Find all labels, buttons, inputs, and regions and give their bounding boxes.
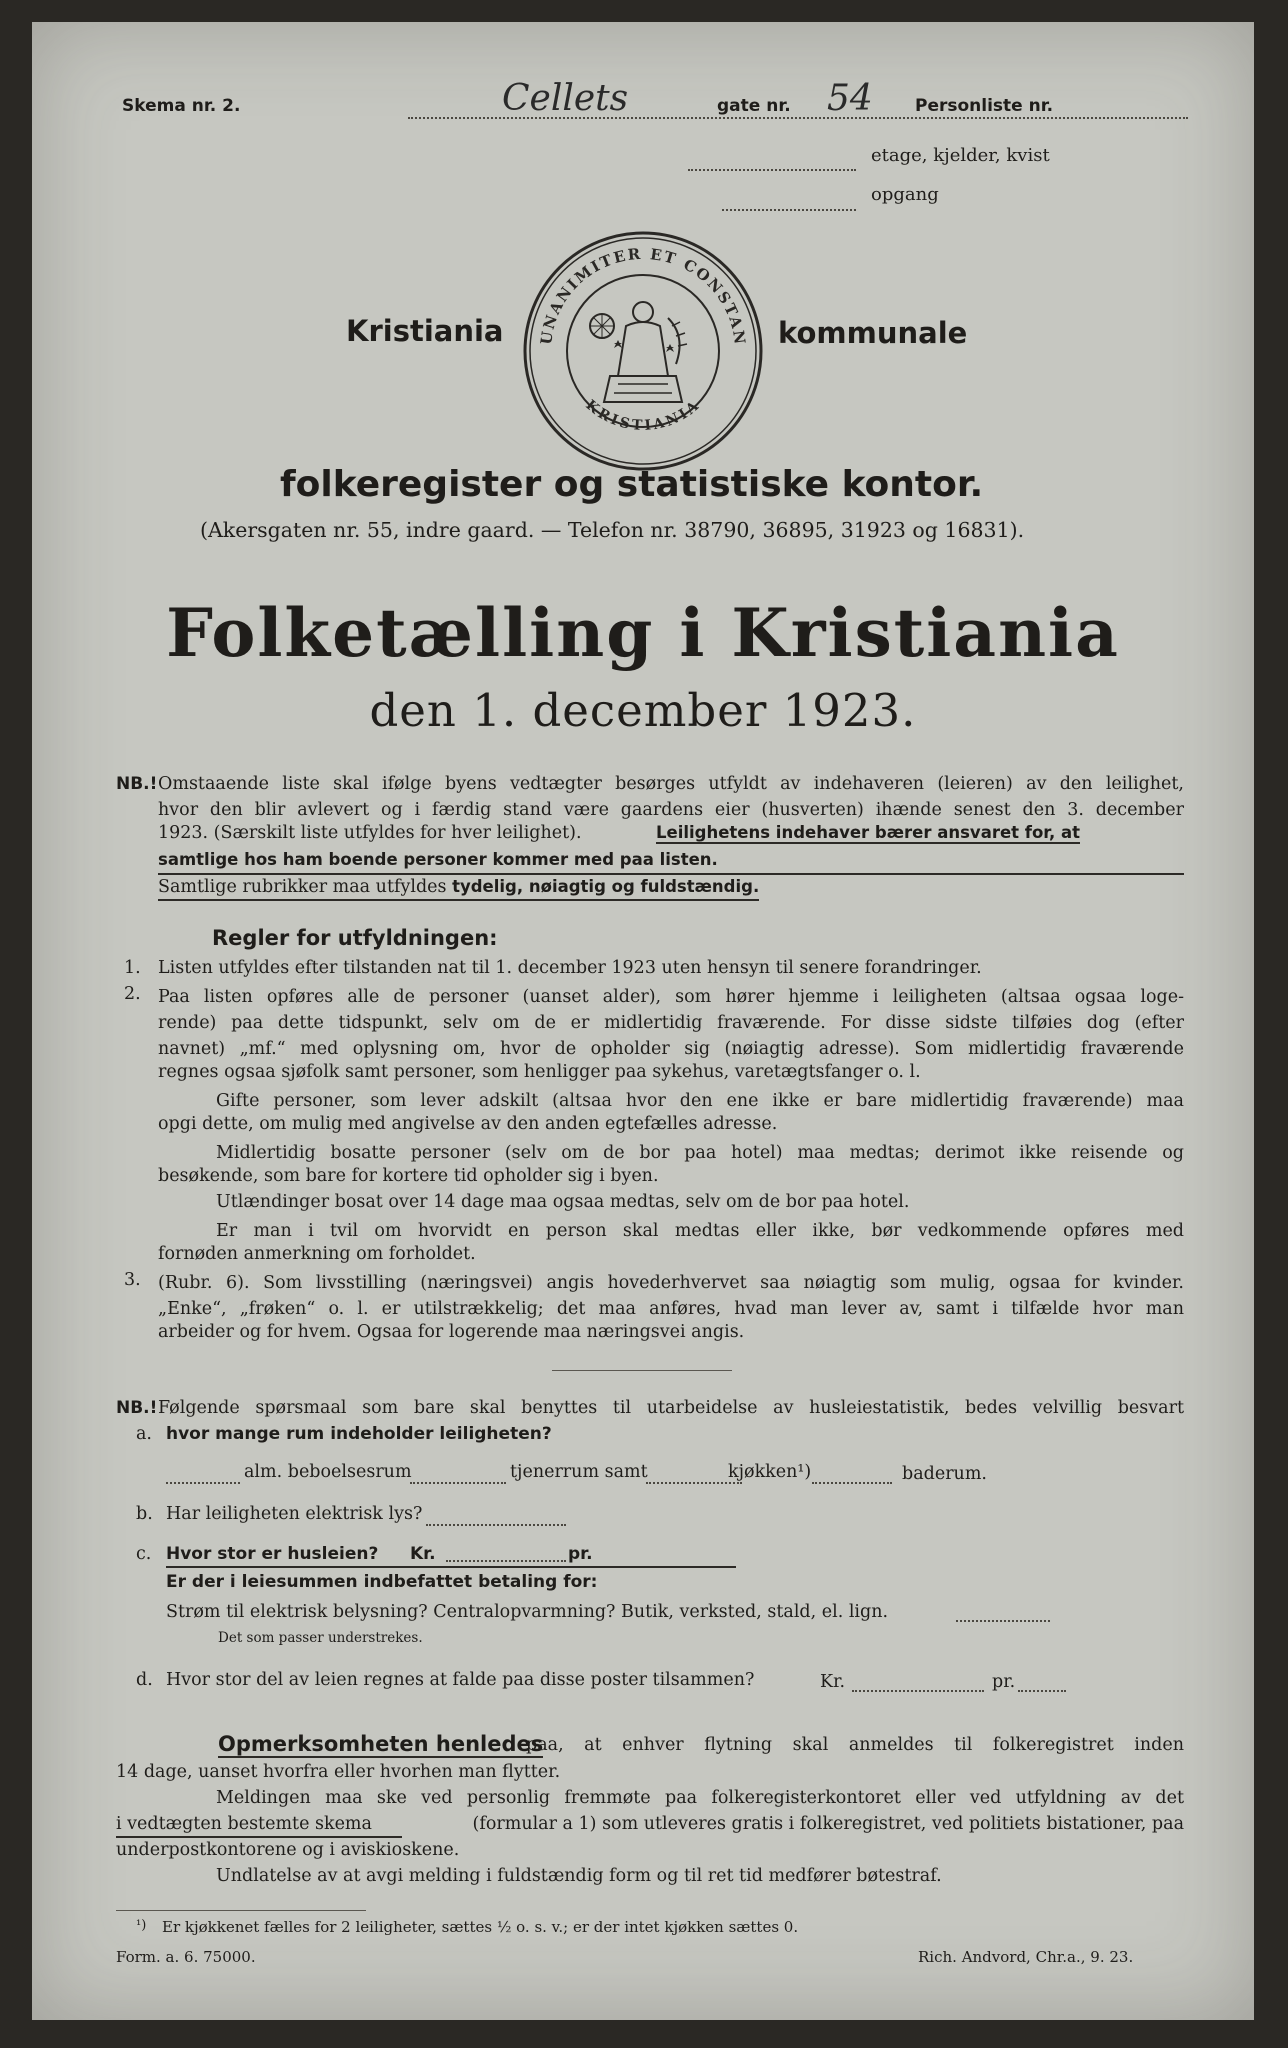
rule3-line3: arbeider og for hvem. Ogsaa for logerende maa næringsvei angis. [158, 1322, 745, 1342]
svg-text:UNANIMITER ET CONSTANTER [518, 226, 749, 347]
q-c-note: Det som passer understrekes. [218, 1630, 423, 1646]
footnote-text: Er kjøkkenet fælles for 2 leiligheter, sættes ½ o. s. v.; er der intet kjøkken sættes 0. [162, 1918, 799, 1936]
nb1-line1: Omstaaende liste skal ifølge byens vedtægter besørges utfyldt av indehaveren (leieren) av den leilighet, [158, 774, 1184, 794]
q-b-label: b. [136, 1504, 153, 1524]
rules-heading: Regler for utfyldningen: [212, 926, 498, 950]
rule3-line2: „Enke“, „frøken“ o. l. er utilstrækkelig; det maa anføres, hvad man lever av, samt i tilfælde hvor man [158, 1299, 1184, 1319]
rule2-line6: opgi dette, om mulig med angivelse av den anden egtefælles adresse. [158, 1114, 778, 1134]
office-left-label: Kristiania [346, 314, 504, 348]
nb1-line4: samtlige hos ham boende personer kommer med paa listen. [158, 850, 718, 869]
notice-line4 [116, 1814, 1184, 1834]
notice-line2: 14 dage, uanset hvorfra eller hvorhen man flytter. [116, 1762, 561, 1782]
q-c-text: Hvor stor er husleien? [166, 1544, 379, 1564]
c-kr-fill[interactable] [446, 1560, 566, 1562]
notice-line6: Undlatelse av at avgi melding i fuldstændig form og til ret tid medfører bøtestraf. [216, 1866, 942, 1886]
rule2-line7: Midlertidig bosatte personer (selv om de bor paa hotel) maa medtas; derimot ikke reisende og [216, 1143, 1184, 1163]
nb1-line5 [158, 877, 759, 901]
q-b-text: Har leiligheten elektrisk lys? [166, 1504, 423, 1524]
notice-line1: paa, at enhver flytning skal anmeldes til folkeregistret inden [526, 1735, 1184, 1755]
rule3-number: 3. [124, 1270, 141, 1290]
notice-line4a: i vedtægten bestemte skema [116, 1814, 372, 1834]
seal-ring-text: UNANIMITER ET CONSTAN [537, 244, 750, 348]
gate-label: gate nr. [717, 96, 791, 116]
rule2-line3: navnet) „mf.“ med oplysning om, hvor de opholder sig (nøiagtig adresse). Som midlertidig fraværende [158, 1039, 1184, 1059]
nb1-line3b: Leilighetens indehaver bærer ansvaret for, at [656, 823, 1081, 842]
nb1-line2: hvor den blir avlevert og i færdig stand være gaardens eier (husverten) ihænde senest den 3. december [158, 800, 1184, 820]
tjener-fill[interactable] [410, 1482, 506, 1484]
office-address: (Akersgaten nr. 55, indre gaard. — Telefon nr. 38790, 36895, 31923 og 16831). [200, 518, 1025, 542]
q-c-pr: pr. [568, 1544, 593, 1564]
notice-line3: Meldingen maa ske ved personlig fremmøte paa folkeregisterkontoret eller ved utfyldning av det [216, 1788, 1184, 1808]
notice-line4b: (formular a 1) som utleveres gratis i folkeregistret, ved politiets bistationer, paa [472, 1814, 1184, 1834]
opgang-fill-line [722, 209, 856, 211]
opgang-label: opgang [871, 184, 939, 205]
title-date: den 1. december 1923. [369, 684, 917, 737]
section-divider [552, 1370, 732, 1371]
seal-emblem-icon [518, 226, 768, 476]
q-a-tjener: tjenerrum samt [510, 1462, 648, 1482]
alm-fill[interactable] [166, 1482, 240, 1484]
city-seal [518, 226, 768, 476]
notice-line5: underpostkontorene og i aviskioskene. [116, 1840, 460, 1860]
rule2-line9: Utlændinger bosat over 14 dage maa ogsaa medtas, selv om de bor paa hotel. [216, 1192, 910, 1212]
nb2-intro: Følgende spørsmaal som bare skal benyttes til utarbeidelse av husleiestatistik, bedes velvillig besvart [158, 1398, 1184, 1418]
notice-underline [116, 1836, 402, 1838]
nb1-line3a: 1923. (Særskilt liste utfyldes for hver leilighet). [158, 823, 582, 843]
personliste-label: Personliste nr. [915, 96, 1054, 116]
nb1-line5a: Samtlige rubrikker maa utfyldes [158, 877, 447, 897]
q-a-bad: baderum. [902, 1464, 987, 1484]
q-d-label: d. [136, 1670, 153, 1690]
rule2-line10: Er man i tvil om hvorvidt en person skal medtas eller ikke, bør vedkommende opføres med [216, 1221, 1184, 1241]
q-c-subheading: Er der i leiesummen indbefattet betaling for: [166, 1572, 598, 1592]
page-title: Folketælling i Kristiania [166, 594, 1120, 672]
rule2-number: 2. [124, 984, 141, 1004]
nb2-label: NB.! [116, 1398, 158, 1418]
q-a-kjokken: kjøkken¹) [728, 1462, 812, 1482]
q-c-kr: Kr. [410, 1544, 436, 1564]
form-number: Form. a. 6. 75000. [116, 1948, 256, 1966]
kjokken-fill[interactable] [646, 1482, 742, 1484]
rule2-line2: rende) paa dette tidspunkt, selv om de er midlertidig fraværende. For disse sidste tilføies dog (efter [158, 1013, 1184, 1033]
rule2-line8: besøkende, som bare for kortere tid opholder sig i byen. [158, 1166, 659, 1186]
q-c-items: Strøm til elektrisk belysning? Centralopvarmning? Butik, verksted, stald, el. lign. [166, 1602, 889, 1622]
office-name: folkeregister og statistiske kontor. [280, 464, 984, 505]
q-c-underline [166, 1566, 736, 1568]
rule2-line11: fornøden anmerkning om forholdet. [158, 1244, 476, 1264]
rule2-line4: regnes ogsaa sjøfolk samt personer, som henligger paa sykehus, varetægtsfanger o. l. [158, 1062, 921, 1082]
d-kr-fill[interactable] [852, 1690, 984, 1692]
skema-label: Skema nr. 2. [122, 96, 241, 116]
rule1-text: Listen utfyldes efter tilstanden nat til 1. december 1923 uten hensyn til senere forandringer. [158, 958, 982, 978]
census-form-sheet [32, 22, 1254, 2020]
notice-heading: Opmerksomheten henledes [218, 1732, 544, 1756]
footnote-rule [116, 1910, 366, 1911]
etage-label: etage, kjelder, kvist [871, 145, 1050, 166]
q-c-label: c. [136, 1544, 152, 1564]
q-a-text: hvor mange rum indeholder leiligheten? [166, 1424, 552, 1444]
d-pr-fill[interactable] [1018, 1690, 1066, 1692]
etage-fill-line [688, 169, 856, 171]
rule2-line5: Gifte personer, som lever adskilt (altsaa hvor den ene ikke er bare midlertidig fraværende) maa [216, 1091, 1184, 1111]
q-d-text: Hvor stor del av leien regnes at falde paa disse poster tilsammen? [166, 1670, 755, 1690]
q-d-kr: Kr. [820, 1672, 846, 1692]
rule1-number: 1. [124, 958, 141, 978]
footnote-mark: ¹) [136, 1918, 147, 1933]
nb1-label: NB.! [116, 774, 158, 794]
gate-number-handwritten: 54 [827, 78, 873, 119]
seal-bottom-text: KRISTIANIA [582, 396, 704, 435]
bad-fill[interactable] [812, 1482, 892, 1484]
q-a-alm: alm. beboelsesrum [244, 1462, 412, 1482]
rule2-line1: Paa listen opføres alle de personer (uanset alder), som hører hjemme i leiligheten (altsaa ogsaa loge- [158, 987, 1184, 1007]
q-d-pr: pr. [992, 1672, 1016, 1692]
street-name-handwritten: Cellets [502, 78, 629, 119]
q-a-label: a. [136, 1424, 152, 1444]
rule3-line1: (Rubr. 6). Som livsstilling (næringsvei) angis hovederhvervet saa nøiagtig som mulig, ogsaa for kvinder. [158, 1273, 1184, 1293]
printer-credit: Rich. Andvord, Chr.a., 9. 23. [918, 1948, 1134, 1966]
c-items-fill[interactable] [956, 1620, 1050, 1622]
b-fill[interactable] [426, 1524, 566, 1526]
office-right-label: kommunale [778, 316, 968, 350]
nb1-line5b: tydelig, nøiagtig og fuldstændig. [452, 877, 760, 896]
